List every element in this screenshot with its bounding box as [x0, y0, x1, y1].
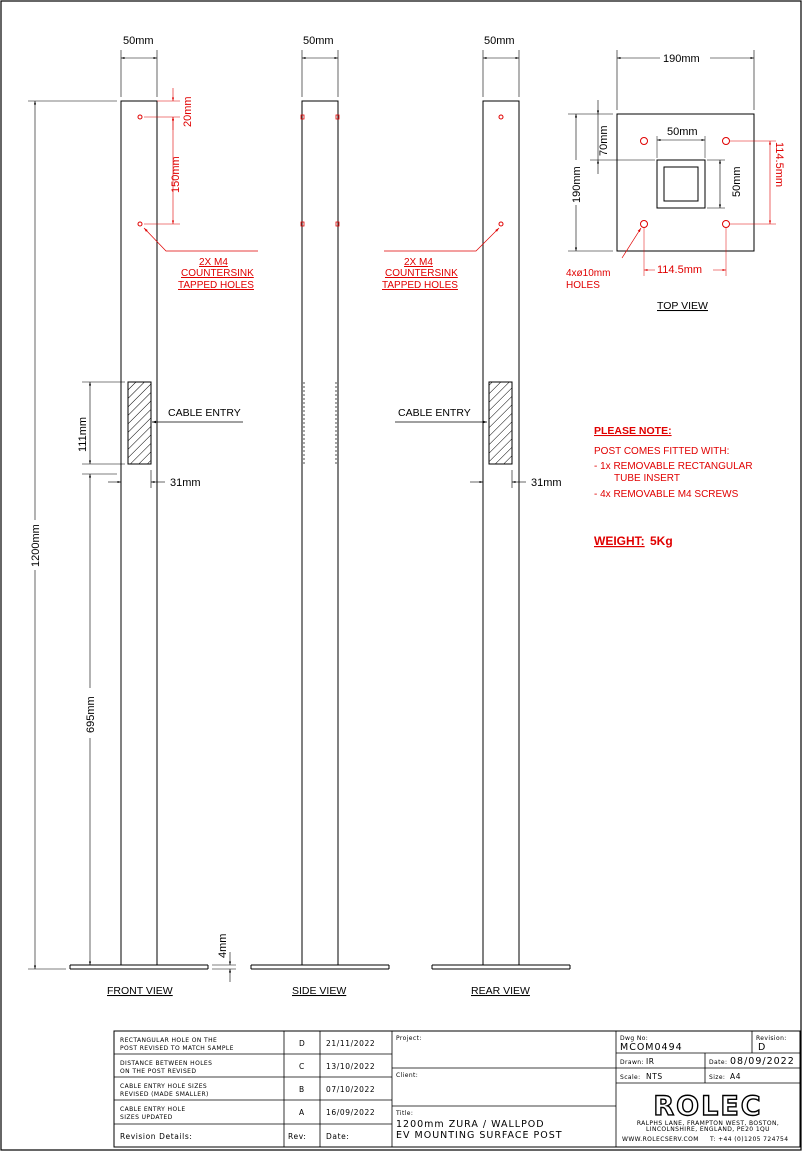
- front-lower-hole: [138, 222, 142, 226]
- side-view-label: SIDE VIEW: [292, 985, 347, 997]
- rev-column-label: Rev:: [288, 1132, 307, 1141]
- rear-view: [382, 35, 570, 997]
- base-hole-tr: [723, 138, 730, 145]
- scale-value: NTS: [646, 1072, 663, 1081]
- front-cable-offset-dim: 31mm: [170, 477, 201, 489]
- date-label: Date:: [709, 1059, 728, 1066]
- front-holes-note-1: 2X M4: [199, 257, 228, 268]
- base-width-dim: 190mm: [663, 53, 700, 65]
- base-hole-br: [723, 221, 730, 228]
- please-note-heading: PLEASE NOTE:: [594, 425, 672, 437]
- size-value: A4: [730, 1072, 742, 1081]
- rear-holes-note-2: COUNTERSINK: [385, 268, 458, 279]
- hole-spacing-dim: 150mm: [170, 156, 182, 193]
- front-holes-note-3: TAPPED HOLES: [178, 280, 254, 291]
- front-view: [28, 35, 258, 997]
- side-post: [302, 101, 338, 965]
- fitted-with-text: POST COMES FITTED WITH:: [594, 446, 730, 457]
- post-section-inner: [664, 167, 698, 201]
- company-address-1: RALPHS LANE, FRAMPTON WEST, BOSTON,: [636, 1120, 780, 1127]
- size-label: Size:: [709, 1074, 726, 1081]
- rev-d-letter: D: [299, 1039, 306, 1048]
- notes-block: [594, 425, 753, 548]
- front-cable-entry-label: CABLE ENTRY: [168, 407, 241, 419]
- total-height-dim: 1200mm: [30, 524, 42, 567]
- rev-c-letter: C: [299, 1062, 305, 1071]
- front-cable-entry: [128, 382, 151, 464]
- company-website: WWW.ROLECSERV.COM: [622, 1136, 699, 1143]
- rear-cable-entry-label: CABLE ENTRY: [398, 407, 471, 419]
- front-width-dim: 50mm: [123, 35, 154, 47]
- drawn-value: IR: [646, 1057, 655, 1066]
- hole-pitch-vertical-dim: 114.5mm: [773, 142, 785, 188]
- rear-cable-offset-dim: 31mm: [531, 477, 562, 489]
- rear-post: [483, 101, 519, 965]
- base-thickness-dim: 4mm: [217, 933, 229, 958]
- section-offset-dim: 70mm: [598, 125, 610, 156]
- rev-a-desc-1: CABLE ENTRY HOLE: [120, 1106, 186, 1113]
- date-value: 08/09/2022: [730, 1056, 795, 1067]
- dwg-no-value: MCOM0494: [620, 1042, 683, 1053]
- project-label: Project:: [396, 1035, 422, 1042]
- base-height-dim: 190mm: [571, 166, 583, 203]
- title-block: [114, 1031, 800, 1147]
- drawn-label: Drawn:: [620, 1059, 644, 1066]
- cable-entry-base-dim: 695mm: [85, 696, 97, 733]
- dwg-no-label: Dwg No:: [620, 1035, 649, 1042]
- base-holes-note-1: 4xø10mm: [566, 268, 611, 279]
- fitted-item-1a: - 1x REMOVABLE RECTANGULAR: [594, 461, 753, 472]
- rev-a-desc-2: SIZES UPDATED: [120, 1114, 173, 1121]
- scale-label: Scale:: [620, 1074, 641, 1081]
- rear-top-hole: [499, 115, 503, 119]
- rear-holes-note-1: 2X M4: [404, 257, 433, 268]
- rear-width-dim: 50mm: [484, 35, 515, 47]
- fitted-item-1b: TUBE INSERT: [614, 473, 680, 484]
- rev-d-desc-1: RECTANGULAR HOLE ON THE: [120, 1037, 218, 1044]
- rev-b-desc-1: CABLE ENTRY HOLE SIZES: [120, 1083, 208, 1090]
- drawing-title-1: 1200mm ZURA / WALLPOD: [396, 1119, 545, 1130]
- fitted-item-2: - 4x REMOVABLE M4 SCREWS: [594, 489, 739, 500]
- rear-lower-hole: [499, 222, 503, 226]
- date-column-label: Date:: [326, 1132, 350, 1141]
- rev-a-letter: A: [299, 1108, 305, 1117]
- revision-label: Revision:: [756, 1035, 787, 1042]
- weight-value: 5Kg: [650, 534, 673, 548]
- base-holes-note-2: HOLES: [566, 280, 600, 291]
- front-post: [121, 101, 157, 965]
- base-hole-tl: [641, 138, 648, 145]
- company-phone: T: +44 (0)1205 724754: [710, 1136, 789, 1143]
- rev-b-date: 07/10/2022: [326, 1085, 376, 1094]
- client-label: Client:: [396, 1072, 419, 1079]
- base-hole-bl: [641, 221, 648, 228]
- revision-details-label: Revision Details:: [120, 1132, 193, 1141]
- section-width-dim: 50mm: [667, 126, 698, 138]
- side-view: [251, 35, 389, 997]
- drawing-title-2: EV MOUNTING SURFACE POST: [396, 1130, 563, 1141]
- rev-c-date: 13/10/2022: [326, 1062, 376, 1071]
- rear-cable-entry: [489, 382, 512, 464]
- revision-value: D: [758, 1042, 767, 1053]
- company-address-2: LINCOLNSHIRE, ENGLAND, PE20 1QU: [646, 1126, 770, 1133]
- top-view-label: TOP VIEW: [657, 300, 708, 312]
- company-logo: ROLEC: [653, 1091, 763, 1122]
- rev-b-desc-2: REVISED (MADE SMALLER): [120, 1091, 209, 1098]
- weight-label: WEIGHT:: [594, 534, 645, 548]
- rear-view-label: REAR VIEW: [471, 985, 530, 997]
- rev-d-date: 21/11/2022: [326, 1039, 376, 1048]
- section-height-dim: 50mm: [731, 166, 743, 197]
- rev-c-desc-2: ON THE POST REVISED: [120, 1068, 197, 1075]
- front-holes-note-2: COUNTERSINK: [181, 268, 254, 279]
- rear-holes-note-3: TAPPED HOLES: [382, 280, 458, 291]
- rev-b-letter: B: [299, 1085, 305, 1094]
- rev-a-date: 16/09/2022: [326, 1108, 376, 1117]
- title-label: Title:: [396, 1110, 414, 1117]
- side-width-dim: 50mm: [303, 35, 334, 47]
- hole-pitch-horizontal-dim: 114.5mm: [657, 264, 703, 276]
- front-view-label: FRONT VIEW: [107, 985, 173, 997]
- top-view: [566, 50, 785, 312]
- rev-d-desc-2: POST REVISED TO MATCH SAMPLE: [120, 1045, 234, 1052]
- hole-offset-dim: 20mm: [182, 96, 194, 127]
- rev-c-desc-1: DISTANCE BETWEEN HOLES: [120, 1060, 213, 1067]
- cable-entry-height-dim: 111mm: [77, 416, 89, 452]
- front-top-hole: [138, 115, 142, 119]
